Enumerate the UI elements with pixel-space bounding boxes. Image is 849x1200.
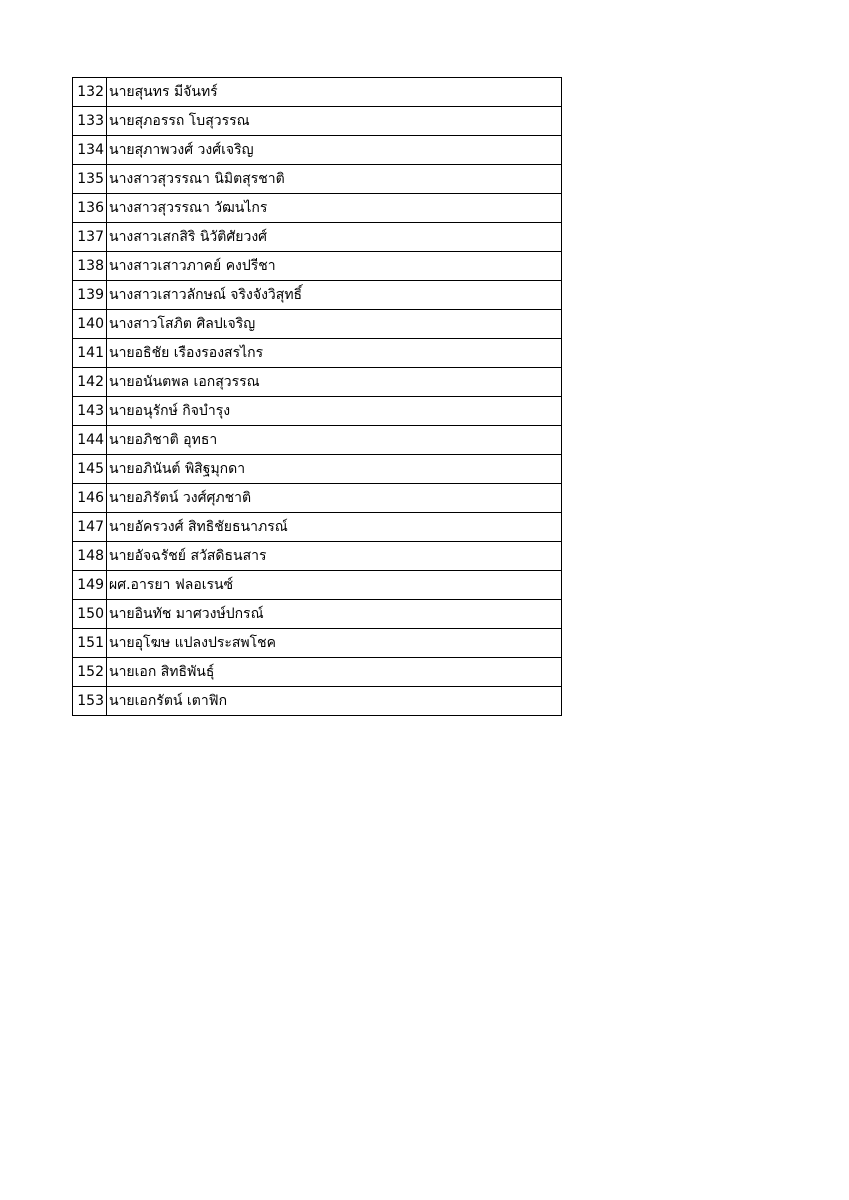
row-number: 135	[73, 165, 107, 194]
person-name: นายสุนทร มีจันทร์	[107, 78, 562, 107]
row-number: 146	[73, 484, 107, 513]
table-row	[73, 455, 562, 484]
name-list-table	[72, 77, 562, 716]
person-name: นางสาวเสกสิริ นิวัติศัยวงศ์	[107, 223, 562, 252]
table-row	[73, 310, 562, 339]
table-row	[73, 339, 562, 368]
table-row	[73, 368, 562, 397]
person-name: นางสาวเสาวภาคย์ คงปรีชา	[107, 252, 562, 281]
table-row	[73, 136, 562, 165]
person-name: นายเอก สิทธิพันธุ์	[107, 658, 562, 687]
person-name: นายอัครวงศ์ สิทธิชัยธนาภรณ์	[107, 513, 562, 542]
person-name: นางสาวเสาวลักษณ์ จริงจังวิสุทธิ์	[107, 281, 562, 310]
table-row	[73, 600, 562, 629]
person-name: นายอภิรัตน์ วงศ์ศุภชาติ	[107, 484, 562, 513]
row-number: 143	[73, 397, 107, 426]
row-number: 151	[73, 629, 107, 658]
person-name: ผศ.อารยา ฟลอเรนซ์	[107, 571, 562, 600]
row-number: 137	[73, 223, 107, 252]
person-name: นายอัจฉรัชย์ สวัสดิธนสาร	[107, 542, 562, 571]
table-row	[73, 165, 562, 194]
table-row	[73, 78, 562, 107]
row-number: 133	[73, 107, 107, 136]
person-name: นายอภินันต์ พิสิฐมุกดา	[107, 455, 562, 484]
table-row	[73, 687, 562, 716]
table-row	[73, 107, 562, 136]
person-name: นายอุโฆษ แปลงประสพโชค	[107, 629, 562, 658]
person-name: นายอธิชัย เรืองรองสรไกร	[107, 339, 562, 368]
row-number: 150	[73, 600, 107, 629]
person-name: นายสุภอรรถ โบสุวรรณ	[107, 107, 562, 136]
row-number: 134	[73, 136, 107, 165]
row-number: 145	[73, 455, 107, 484]
row-number: 153	[73, 687, 107, 716]
row-number: 149	[73, 571, 107, 600]
table-row	[73, 194, 562, 223]
row-number: 144	[73, 426, 107, 455]
row-number: 148	[73, 542, 107, 571]
table-row	[73, 629, 562, 658]
name-list-body	[73, 78, 562, 716]
table-row	[73, 542, 562, 571]
person-name: นายเอกรัตน์ เตาฟิก	[107, 687, 562, 716]
row-number: 136	[73, 194, 107, 223]
row-number: 142	[73, 368, 107, 397]
row-number: 140	[73, 310, 107, 339]
table-row	[73, 397, 562, 426]
person-name: นายอินทัช มาศวงษ์ปกรณ์	[107, 600, 562, 629]
row-number: 141	[73, 339, 107, 368]
table-row	[73, 426, 562, 455]
table-row	[73, 513, 562, 542]
person-name: นางสาวโสภิต ศิลปเจริญ	[107, 310, 562, 339]
table-row	[73, 281, 562, 310]
person-name: นางสาวสุวรรณา วัฒนไกร	[107, 194, 562, 223]
row-number: 132	[73, 78, 107, 107]
person-name: นายอนันตพล เอกสุวรรณ	[107, 368, 562, 397]
person-name: นายอนุรักษ์ กิจบำรุง	[107, 397, 562, 426]
table-row	[73, 484, 562, 513]
person-name: นายอภิชาติ อุทธา	[107, 426, 562, 455]
table-row	[73, 571, 562, 600]
row-number: 147	[73, 513, 107, 542]
table-row	[73, 658, 562, 687]
person-name: นางสาวสุวรรณา นิมิตสุรชาติ	[107, 165, 562, 194]
row-number: 138	[73, 252, 107, 281]
row-number: 152	[73, 658, 107, 687]
table-row	[73, 252, 562, 281]
row-number: 139	[73, 281, 107, 310]
person-name: นายสุภาพวงศ์ วงศ์เจริญ	[107, 136, 562, 165]
table-row	[73, 223, 562, 252]
